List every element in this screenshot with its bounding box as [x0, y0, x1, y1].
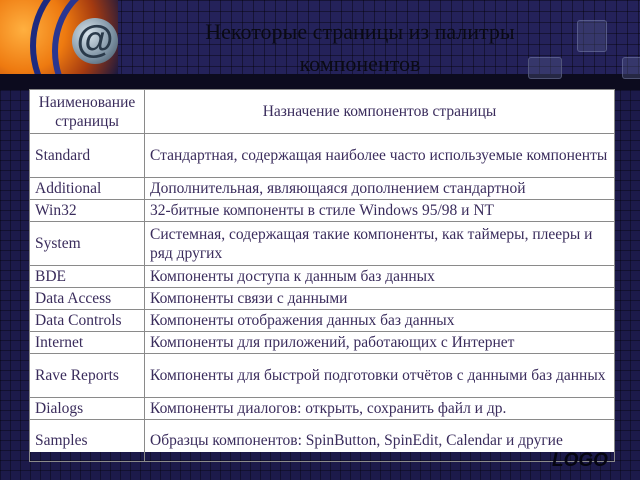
slide-title [150, 16, 570, 80]
table-row [30, 310, 615, 332]
table-row [30, 134, 615, 178]
table-row [30, 200, 615, 222]
page-description: Дополнительная, являющаяся дополнением стандартной [145, 178, 615, 200]
table-row [30, 398, 615, 420]
table-row [30, 178, 615, 200]
header-page-name: Наименование страницы [30, 90, 145, 134]
page-name: Standard [30, 134, 145, 178]
page-name: Win32 [30, 200, 145, 222]
page-name: Data Controls [30, 310, 145, 332]
keyboard-key-icon [622, 57, 640, 79]
page-description: Системная, содержащая такие компоненты, как таймеры, плееры и ряд других [145, 222, 615, 266]
page-description: Компоненты доступа к данным баз данных [145, 266, 615, 288]
page-name: Dialogs [30, 398, 145, 420]
page-name: Additional [30, 178, 145, 200]
logo: LOGO [552, 450, 608, 471]
title-line-2: компонентов [299, 51, 421, 76]
page-description: Компоненты для быстрой подготовки отчётов с данными баз данных [145, 354, 615, 398]
table-row [30, 332, 615, 354]
page-description: Образцы компонентов: SpinButton, SpinEdit, Calendar и другие [145, 420, 615, 462]
title-line-1: Некоторые страницы из палитры [205, 19, 515, 44]
table-row [30, 288, 615, 310]
page-name: Internet [30, 332, 145, 354]
at-sign-icon: @ [72, 18, 118, 64]
page-name: BDE [30, 266, 145, 288]
page-description: Компоненты отображения данных баз данных [145, 310, 615, 332]
table-header-row [30, 90, 615, 134]
page-description: Компоненты связи с данными [145, 288, 615, 310]
page-description: Компоненты для приложений, работающих с Интернет [145, 332, 615, 354]
header-purpose: Назначение компонентов страницы [145, 90, 615, 134]
page-name: Rave Reports [30, 354, 145, 398]
page-name: System [30, 222, 145, 266]
table-row [30, 222, 615, 266]
page-name: Samples [30, 420, 145, 462]
table-row [30, 266, 615, 288]
keyboard-key-icon [577, 20, 607, 52]
page-description: 32-битные компоненты в стиле Windows 95/98 и NT [145, 200, 615, 222]
table-row [30, 420, 615, 462]
page-description: Стандартная, содержащая наиболее часто используемые компоненты [145, 134, 615, 178]
page-description: Компоненты диалогов: открыть, сохранить файл и др. [145, 398, 615, 420]
page-name: Data Access [30, 288, 145, 310]
table-row [30, 354, 615, 398]
component-pages-table [29, 89, 615, 452]
